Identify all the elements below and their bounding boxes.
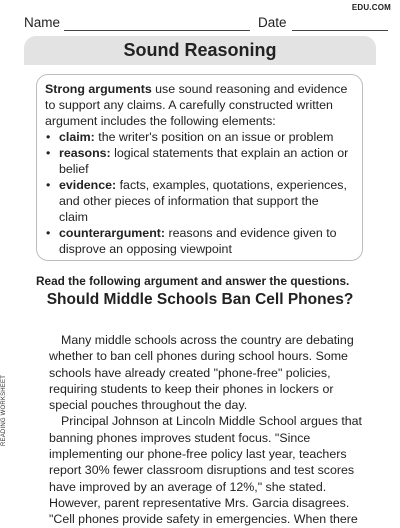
list-item	[45, 225, 350, 257]
date-label: Date	[258, 15, 287, 30]
element-term: evidence:	[59, 178, 117, 192]
worksheet-title	[24, 36, 376, 65]
element-text: reasons and evidence given to disprove an opposing viewpoint	[59, 226, 337, 256]
bullet-icon: •	[46, 178, 51, 192]
definition-term: Strong arguments	[45, 82, 152, 96]
brand-logo: EDU.COM	[351, 3, 391, 12]
list-item	[45, 129, 350, 145]
list-item	[45, 177, 350, 225]
reading-passage	[49, 332, 369, 528]
element-text: the writer's position on an issue or problem	[94, 130, 334, 144]
elements-list	[45, 129, 350, 257]
definition-box	[36, 74, 363, 261]
worksheet-title-text: Sound Reasoning	[123, 40, 277, 60]
instructions: Read the following argument and answer the questions.	[36, 274, 350, 288]
name-label: Name	[24, 15, 61, 30]
definition-text: use sound reasoning and evidence to support any claims. A carefully constructed written argument includes the following elements:	[45, 82, 348, 128]
bullet-icon: •	[46, 226, 51, 240]
name-date-row	[24, 15, 388, 35]
question-heading: Should Middle Schools Ban Cell Phones?	[46, 291, 354, 308]
passage-paragraph: Many middle schools across the country are debating whether to ban cell phones during school hours. Some schools have already created "phone-free" policies, requiring students to keep their phones in lockers or special pouches throughout the day.	[49, 333, 354, 413]
element-term: claim:	[59, 130, 95, 144]
date-line[interactable]	[292, 30, 388, 31]
passage-paragraph: Principal Johnson at Lincoln Middle School argues that banning phones improves student focus. "Since implementing our phone-free policy last year, teachers report 30% fewer classroom disruptions and test scores have improved by an average of 12%," she stated. However, parent representative Mrs. Garcia disagrees. "Cell phones provide safety in emergencies. When there	[49, 414, 362, 527]
bullet-icon: •	[46, 146, 51, 160]
definition-intro	[45, 81, 350, 129]
element-text: logical statements that explain an action or belief	[59, 146, 349, 176]
element-term: reasons:	[59, 146, 111, 160]
element-term: counterargument:	[59, 226, 166, 240]
element-text: facts, examples, quotations, experiences, and other pieces of information that support the claim	[59, 178, 347, 224]
name-line[interactable]	[64, 30, 250, 31]
list-item	[45, 145, 350, 177]
bullet-icon: •	[46, 130, 51, 144]
side-label: READING WORKSHEET	[1, 374, 7, 446]
